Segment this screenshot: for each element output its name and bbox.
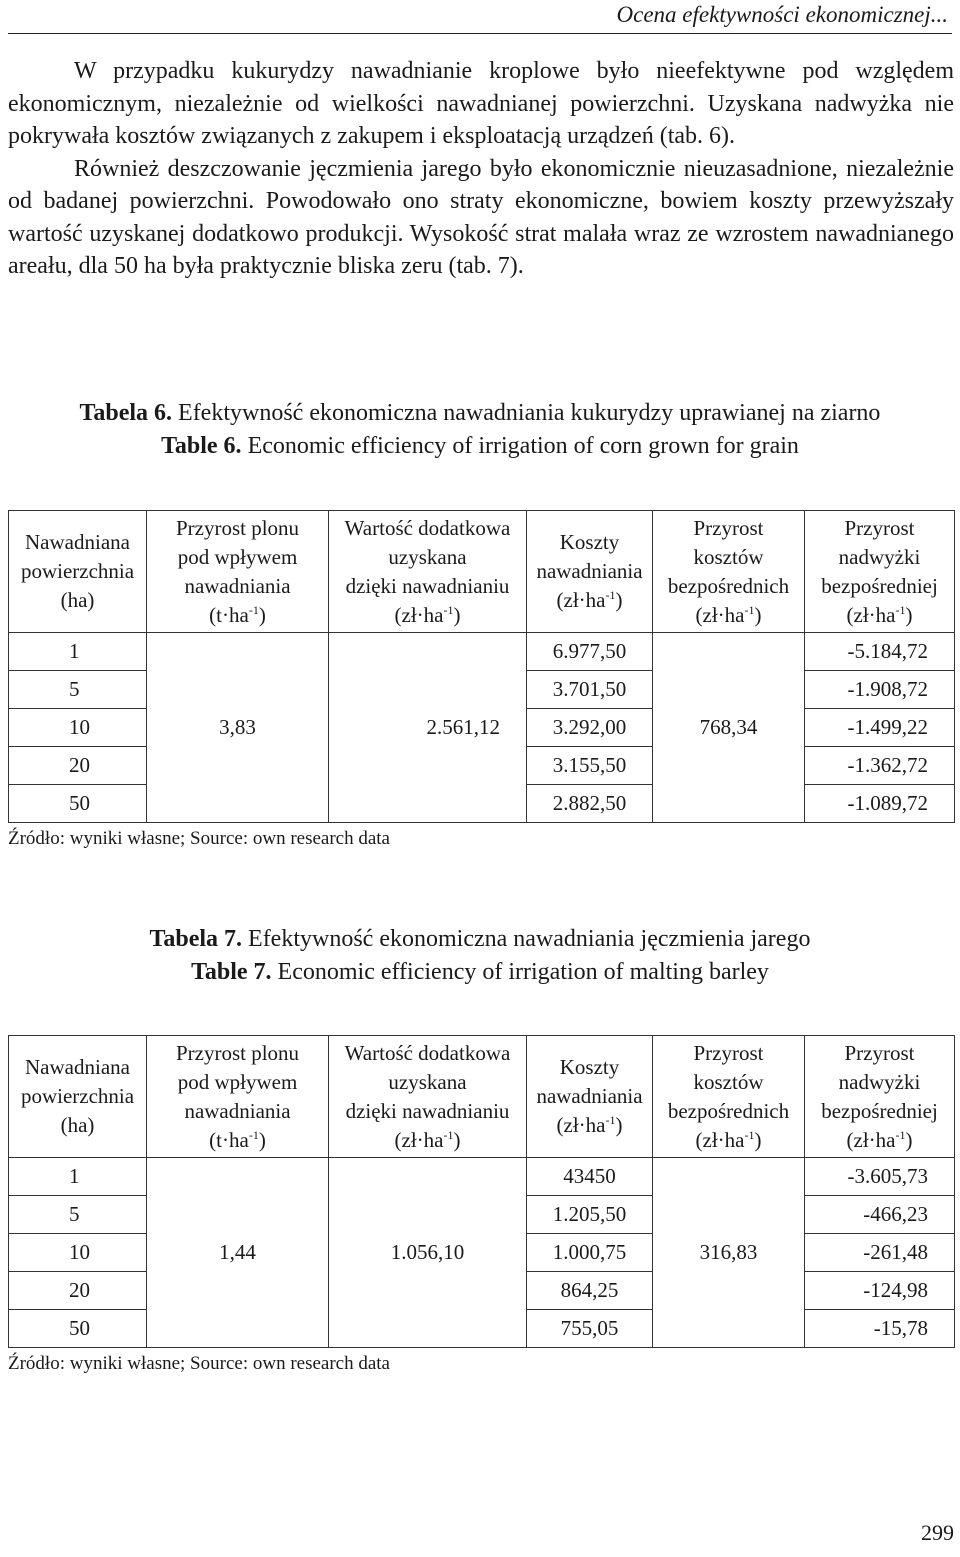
header-area: Nawadniana powierzchnia (ha) (9, 1036, 147, 1158)
cell-surplus-increase: -1.908,72 (805, 671, 955, 709)
table-6-source: Źródło: wyniki własne; Source: own research data (8, 828, 390, 849)
cell-irrigation-cost: 3.155,50 (527, 747, 653, 785)
cell-area: 1 (9, 1158, 147, 1196)
cell-surplus-increase: -1.089,72 (805, 785, 955, 823)
cell-surplus-increase: -1.362,72 (805, 747, 955, 785)
body-text (8, 55, 954, 283)
cell-irrigation-cost: 43450 (527, 1158, 653, 1196)
cell-area: 20 (9, 1272, 147, 1310)
header-direct-cost-increase: Przyrost kosztów bezpośrednich $(zł\cdot ha^{-1})$ (653, 1036, 805, 1158)
cell-yield-increase: 3,83 (147, 633, 329, 823)
cell-additional-value: 1.056,10 (329, 1158, 527, 1348)
cell-area: 20 (9, 747, 147, 785)
paragraph: Również deszczowanie jęczmienia jarego było ekonomicznie nieuzasadnione, niezależnie od badanej powierzchni. Powodowało ono straty ekonomiczne, bowiem koszty przewyższały wartość uzyskanej dodatkowo produkcji. Wysokość strat malała wraz ze wzrostem nawadnianego areału, dla 50 ha była praktycznie bliska zeru (tab. 7). (8, 155, 954, 279)
header-surplus-increase: Przyrost nadwyżki bezpośredniej $(zł\cdot ha^{-1})$ (805, 1036, 955, 1158)
cell-irrigation-cost: 6.977,50 (527, 633, 653, 671)
cell-area: 10 (9, 1234, 147, 1272)
cell-irrigation-cost: 1.205,50 (527, 1196, 653, 1234)
caption-pl-text: Efektywność ekonomiczna nawadniania jęczmienia jarego (248, 926, 811, 952)
cell-irrigation-cost: 3.292,00 (527, 709, 653, 747)
header-surplus-increase: Przyrost nadwyżki bezpośredniej $(zł\cdot ha^{-1})$ (805, 511, 955, 633)
table-6-caption (0, 397, 960, 463)
table-7 (8, 1035, 955, 1348)
cell-irrigation-cost: 1.000,75 (527, 1234, 653, 1272)
header-yield-increase: Przyrost plonu pod wpływem nawadniania $(t\cdot ha^{-1})$ (147, 511, 329, 633)
cell-area: 50 (9, 785, 147, 823)
header-additional-value: Wartość dodatkowa uzyskana dzięki nawadnianiu $(zł\cdot ha^{-1})$ (329, 1036, 527, 1158)
cell-irrigation-cost: 755,05 (527, 1310, 653, 1348)
caption-en-text: Economic efficiency of irrigation of corn grown for grain (247, 433, 799, 459)
cell-surplus-increase: -5.184,72 (805, 633, 955, 671)
cell-surplus-increase: -124,98 (805, 1272, 955, 1310)
cell-area: 1 (9, 633, 147, 671)
running-header-title: Ocena efektywności ekonomicznej... (616, 2, 948, 27)
cell-yield-increase: 1,44 (147, 1158, 329, 1348)
header-area: Nawadniana powierzchnia (ha) (9, 511, 147, 633)
running-header (8, 0, 952, 34)
caption-en-label: Table 7. (191, 959, 272, 985)
cell-area: 5 (9, 1196, 147, 1234)
cell-surplus-increase: -261,48 (805, 1234, 955, 1272)
caption-pl-text: Efektywność ekonomiczna nawadniania kukurydzy uprawianej na ziarno (178, 400, 881, 426)
table-7-source: Źródło: wyniki własne; Source: own research data (8, 1353, 390, 1374)
cell-area: 50 (9, 1310, 147, 1348)
table-6 (8, 510, 955, 823)
cell-surplus-increase: -466,23 (805, 1196, 955, 1234)
paragraph: W przypadku kukurydzy nawadnianie kroplowe było nieefektywne pod względem ekonomicznym, niezależnie od wielkości nawadnianej powierzchni. Uzyskana nadwyżka nie pokrywała kosztów związanych z zakupem i eksploatacją urządzeń (tab. 6). (8, 58, 954, 149)
caption-en-label: Table 6. (161, 433, 242, 459)
table-7-caption (0, 923, 960, 989)
cell-irrigation-cost: 864,25 (527, 1272, 653, 1310)
cell-surplus-increase: -15,78 (805, 1310, 955, 1348)
caption-pl-label: Tabela 7. (149, 926, 243, 952)
header-irrigation-cost: Koszty nawadniania $(zł\cdot ha^{-1})$ (527, 511, 653, 633)
page-number: 299 (921, 1520, 954, 1545)
header-direct-cost-increase: Przyrost kosztów bezpośrednich $(zł\cdot ha^{-1})$ (653, 511, 805, 633)
caption-en-text: Economic efficiency of irrigation of malting barley (277, 959, 769, 985)
header-yield-increase: Przyrost plonu pod wpływem nawadniania $(t\cdot ha^{-1})$ (147, 1036, 329, 1158)
caption-pl-label: Tabela 6. (79, 400, 173, 426)
cell-area: 10 (9, 709, 147, 747)
cell-surplus-increase: -1.499,22 (805, 709, 955, 747)
cell-irrigation-cost: 2.882,50 (527, 785, 653, 823)
cell-irrigation-cost: 3.701,50 (527, 671, 653, 709)
cell-direct-cost-increase: 768,34 (653, 633, 805, 823)
table-row (9, 1158, 955, 1196)
cell-surplus-increase: -3.605,73 (805, 1158, 955, 1196)
table-row (9, 633, 955, 671)
cell-additional-value: 2.561,12 (329, 633, 527, 823)
cell-direct-cost-increase: 316,83 (653, 1158, 805, 1348)
cell-area: 5 (9, 671, 147, 709)
header-irrigation-cost: Koszty nawadniania $(zł\cdot ha^{-1})$ (527, 1036, 653, 1158)
header-additional-value: Wartość dodatkowa uzyskana dzięki nawadnianiu $(zł\cdot ha^{-1})$ (329, 511, 527, 633)
